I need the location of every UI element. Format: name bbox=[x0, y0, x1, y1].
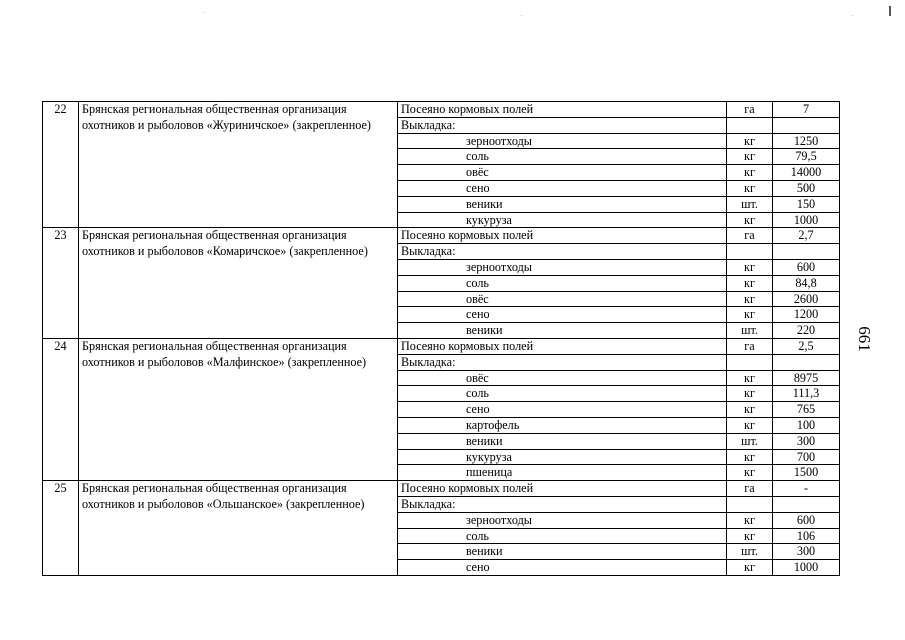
unit: га bbox=[727, 228, 773, 244]
quantity: 300 bbox=[773, 544, 840, 560]
unit: шт. bbox=[727, 323, 773, 339]
quantity: 150 bbox=[773, 196, 840, 212]
measure-name: Выкладка: bbox=[398, 117, 727, 133]
entry-number: 23 bbox=[43, 228, 79, 339]
measure-name: картофель bbox=[398, 417, 727, 433]
unit: кг bbox=[727, 386, 773, 402]
unit: шт. bbox=[727, 433, 773, 449]
quantity: 700 bbox=[773, 449, 840, 465]
quantity bbox=[773, 496, 840, 512]
records-table-body bbox=[43, 102, 840, 576]
quantity: 300 bbox=[773, 433, 840, 449]
unit bbox=[727, 354, 773, 370]
quantity: 220 bbox=[773, 323, 840, 339]
quantity: 1250 bbox=[773, 133, 840, 149]
unit bbox=[727, 117, 773, 133]
quantity bbox=[773, 354, 840, 370]
measure-name: овёс bbox=[398, 165, 727, 181]
unit: кг bbox=[727, 212, 773, 228]
unit: кг bbox=[727, 165, 773, 181]
organization-name: Брянская региональная общественная организация охотников и рыболовов «Журиничское» (закрепленное) bbox=[79, 102, 398, 228]
quantity: 2,5 bbox=[773, 338, 840, 354]
quantity: 84,8 bbox=[773, 275, 840, 291]
unit: кг bbox=[727, 465, 773, 481]
table-row bbox=[43, 481, 840, 497]
quantity bbox=[773, 117, 840, 133]
scan-dot bbox=[852, 15, 853, 16]
quantity: 600 bbox=[773, 259, 840, 275]
quantity: 111,3 bbox=[773, 386, 840, 402]
scan-edge-mark bbox=[889, 6, 891, 16]
measure-name: Посеяно кормовых полей bbox=[398, 338, 727, 354]
quantity: 2600 bbox=[773, 291, 840, 307]
measure-name: Выкладка: bbox=[398, 496, 727, 512]
unit: кг bbox=[727, 275, 773, 291]
records-table bbox=[42, 101, 840, 576]
unit: кг bbox=[727, 259, 773, 275]
measure-name: овёс bbox=[398, 291, 727, 307]
entry-number: 24 bbox=[43, 338, 79, 480]
unit: кг bbox=[727, 449, 773, 465]
organization-name: Брянская региональная общественная организация охотников и рыболовов «Ольшанское» (закрепленное) bbox=[79, 481, 398, 576]
unit: кг bbox=[727, 402, 773, 418]
measure-name: зерноотходы bbox=[398, 512, 727, 528]
quantity: 14000 bbox=[773, 165, 840, 181]
measure-name: сено bbox=[398, 307, 727, 323]
measure-name: сено bbox=[398, 402, 727, 418]
scan-dot bbox=[203, 12, 204, 13]
quantity: - bbox=[773, 481, 840, 497]
quantity: 100 bbox=[773, 417, 840, 433]
entry-number: 22 bbox=[43, 102, 79, 228]
measure-name: Выкладка: bbox=[398, 354, 727, 370]
measure-name: сено bbox=[398, 180, 727, 196]
entry-number: 25 bbox=[43, 481, 79, 576]
measure-name: веники bbox=[398, 544, 727, 560]
unit: кг bbox=[727, 291, 773, 307]
quantity: 500 bbox=[773, 180, 840, 196]
quantity: 1000 bbox=[773, 212, 840, 228]
scan-dot bbox=[521, 15, 522, 16]
unit: кг bbox=[727, 512, 773, 528]
quantity bbox=[773, 244, 840, 260]
table-row bbox=[43, 228, 840, 244]
measure-name: веники bbox=[398, 196, 727, 212]
measure-name: пшеница bbox=[398, 465, 727, 481]
quantity: 765 bbox=[773, 402, 840, 418]
unit bbox=[727, 244, 773, 260]
unit: кг bbox=[727, 307, 773, 323]
unit: кг bbox=[727, 417, 773, 433]
measure-name: Выкладка: bbox=[398, 244, 727, 260]
measure-name: Посеяно кормовых полей bbox=[398, 102, 727, 118]
table-row bbox=[43, 338, 840, 354]
measure-name: овёс bbox=[398, 370, 727, 386]
quantity: 1500 bbox=[773, 465, 840, 481]
page-number: 661 bbox=[855, 326, 874, 352]
unit: кг bbox=[727, 528, 773, 544]
measure-name: соль bbox=[398, 149, 727, 165]
organization-name: Брянская региональная общественная организация охотников и рыболовов «Малфинское» (закрепленное) bbox=[79, 338, 398, 480]
measure-name: веники bbox=[398, 323, 727, 339]
unit: кг bbox=[727, 180, 773, 196]
quantity: 106 bbox=[773, 528, 840, 544]
organization-name: Брянская региональная общественная организация охотников и рыболовов «Комаричское» (закрепленное) bbox=[79, 228, 398, 339]
unit: кг bbox=[727, 370, 773, 386]
quantity: 1200 bbox=[773, 307, 840, 323]
quantity: 8975 bbox=[773, 370, 840, 386]
unit: шт. bbox=[727, 196, 773, 212]
measure-name: зерноотходы bbox=[398, 259, 727, 275]
unit: га bbox=[727, 481, 773, 497]
unit: кг bbox=[727, 133, 773, 149]
measure-name: веники bbox=[398, 433, 727, 449]
quantity: 2,7 bbox=[773, 228, 840, 244]
measure-name: сено bbox=[398, 560, 727, 576]
quantity: 600 bbox=[773, 512, 840, 528]
measure-name: соль bbox=[398, 386, 727, 402]
measure-name: Посеяно кормовых полей bbox=[398, 228, 727, 244]
unit: кг bbox=[727, 149, 773, 165]
unit: га bbox=[727, 102, 773, 118]
unit: кг bbox=[727, 560, 773, 576]
measure-name: соль bbox=[398, 275, 727, 291]
measure-name: зерноотходы bbox=[398, 133, 727, 149]
quantity: 79,5 bbox=[773, 149, 840, 165]
measure-name: соль bbox=[398, 528, 727, 544]
table-row bbox=[43, 102, 840, 118]
measure-name: кукуруза bbox=[398, 449, 727, 465]
unit: га bbox=[727, 338, 773, 354]
unit bbox=[727, 496, 773, 512]
measure-name: Посеяно кормовых полей bbox=[398, 481, 727, 497]
quantity: 7 bbox=[773, 102, 840, 118]
quantity: 1000 bbox=[773, 560, 840, 576]
measure-name: кукуруза bbox=[398, 212, 727, 228]
unit: шт. bbox=[727, 544, 773, 560]
